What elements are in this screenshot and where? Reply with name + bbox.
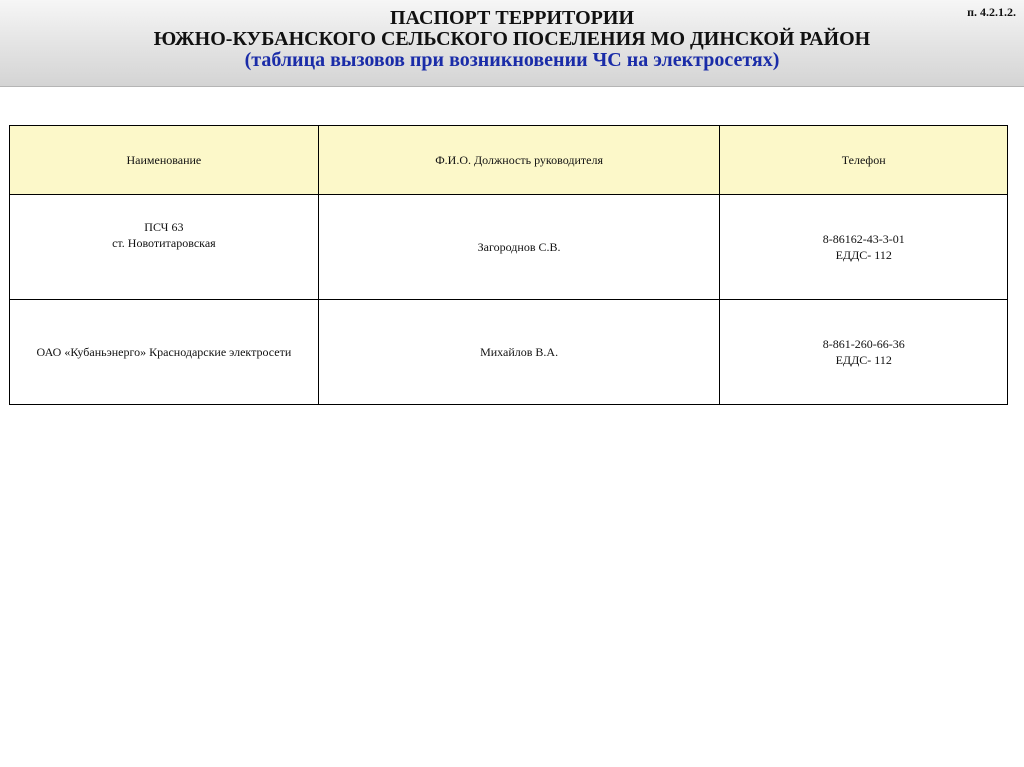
page-subtitle: (таблица вызовов при возникновении ЧС на электросетях)	[244, 49, 780, 71]
page-title: ПАСПОРТ ТЕРРИТОРИИ	[390, 7, 634, 29]
cell-phone	[720, 195, 1008, 300]
cell-phone	[720, 300, 1008, 405]
emergency-number: ЕДДС- 112	[835, 248, 892, 262]
slide-header	[0, 0, 1024, 87]
phone-number: 8-86162-43-3-01	[822, 232, 905, 246]
table-header-row	[10, 126, 1008, 195]
page-reference: п. 4.2.1.2.	[967, 5, 1016, 19]
table-row	[10, 195, 1008, 300]
cell-head: Загороднов С.В.	[318, 195, 720, 300]
organization-location: ст. Новотитаровская	[112, 236, 216, 250]
column-header-name: Наименование	[10, 126, 319, 195]
cell-organization: ОАО «Кубаньэнерго» Краснодарские электросети	[10, 300, 319, 405]
phone-number: 8-861-260-66-36	[822, 337, 905, 351]
cell-head: Михайлов В.А.	[318, 300, 720, 405]
page-title-line2: ЮЖНО-КУБАНСКОГО СЕЛЬСКОГО ПОСЕЛЕНИЯ МО ДИНСКОЙ РАЙОН	[153, 28, 871, 50]
table-row	[10, 300, 1008, 405]
organization-name: ПСЧ 63	[144, 220, 184, 234]
cell-organization	[10, 195, 319, 300]
emergency-calls-table	[9, 125, 1008, 405]
emergency-number: ЕДДС- 112	[835, 353, 892, 367]
column-header-head: Ф.И.О. Должность руководителя	[318, 126, 720, 195]
column-header-phone: Телефон	[720, 126, 1008, 195]
